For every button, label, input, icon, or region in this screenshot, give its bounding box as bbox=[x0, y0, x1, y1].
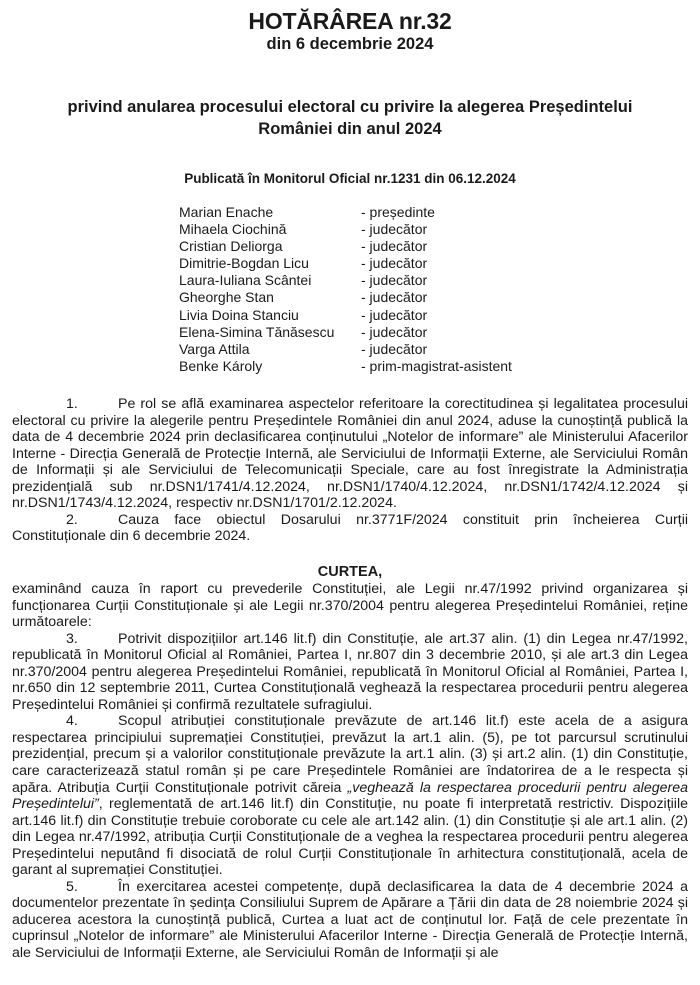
court-heading: CURTEA, bbox=[317, 564, 383, 580]
paragraph-text: În exercitarea acestei competențe, după declasificarea la data de 4 decembrie 2024 a documentelor prezentate în ședința Consiliului Suprem de Apărare a Țării din data de 28 noiembrie 2024 și aducerea acestora la cunoștință publică, Curtea a luat act de conținutul lor. Față de cele prezentate în cuprinsul „Notelor de informare” ale Ministerului Afacerilor Interne - Direcția Generală de Protecție Internă, ale Serviciului de Informații Externe, ale Serviciului Român de Informații și ale bbox=[12, 878, 688, 962]
member-role: - judecător bbox=[361, 306, 428, 323]
member-name: Mihaela Ciochină bbox=[179, 221, 287, 238]
panel-member bbox=[179, 307, 512, 324]
panel-member bbox=[179, 358, 512, 375]
panel-member bbox=[179, 341, 512, 358]
member-role: - prim-magistrat-asistent bbox=[361, 357, 512, 374]
paragraph-4 bbox=[12, 713, 688, 878]
court-section bbox=[12, 564, 688, 962]
member-name: Varga Attila bbox=[179, 340, 250, 357]
paragraph-2 bbox=[12, 512, 688, 545]
paragraph-number: 2. bbox=[66, 511, 78, 528]
paragraphs-1-2 bbox=[12, 396, 688, 545]
paragraph-3 bbox=[12, 631, 688, 714]
paragraph-number: 1. bbox=[66, 396, 78, 412]
paragraph-5 bbox=[12, 879, 688, 962]
paragraph-text-continued: , reglementată de art.146 lit.f) din Constituție, nu poate fi interpretată restrictiv. Dispozițiile art.146 lit.f) din Constituție trebuie coroborate cu cele ale art.142 alin. (1) din Constituție și ale art.1 alin. (2) din Legea nr.47/1992, atribuția Curții Constituționale de a veghea la respectarea procedurii pentru alegerea Președintelui neputând fi disociată de rolul Curții Constituționale în arhitectura constituțională, acela de garant al supremației Constituției. bbox=[12, 796, 688, 879]
decision-subject bbox=[12, 96, 688, 140]
paragraph-text: Scopul atribuției constituționale prevăzute de art.146 lit.f) este acela de a asigura respectarea principiului supremației Constituției, prevăzut la art.1 alin. (5), pe tot parcursul scrutinului prezidențial, precum și a valorilor constituționale prevăzute la art.1 alin. (3) și art.2 alin. (1) din Constituție, care caracterizează statul român și pe care Președintele României are îndatorirea de a le respecta și apăra. Atribuția Curții Constituționale potrivit căreia bbox=[12, 713, 688, 796]
member-role: - judecător bbox=[361, 255, 428, 272]
paragraph-number: 5. bbox=[66, 878, 78, 895]
decision-title: HOTĂRÂREA nr.32 bbox=[248, 8, 452, 34]
court-panel-list bbox=[179, 204, 512, 375]
member-role: - judecător bbox=[361, 323, 428, 340]
member-name: Dimitrie-Bogdan Licu bbox=[179, 255, 309, 272]
member-role: - judecător bbox=[361, 221, 428, 238]
member-role: - judecător bbox=[361, 238, 428, 255]
panel-member bbox=[179, 255, 512, 272]
member-role: - judecător bbox=[361, 340, 428, 357]
court-intro: examinând cauza în raport cu prevederile Constituției, ale Legii nr.47/1992 privind organizarea și funcționarea Curții Constituționale și ale Legii nr.370/2004 pentru alegerea Președintelui României, reține următoarele: bbox=[12, 581, 688, 631]
panel-member bbox=[179, 272, 512, 289]
paragraph-text: Potrivit dispozițiilor art.146 lit.f) din Constituție, ale art.37 alin. (1) din Legea nr.47/1992, republicată în Monitorul Oficial al României, Partea I, nr.807 din 3 decembrie 2010, și ale art.3 din Legea nr.370/2004 pentru alegerea Președintelui României, republicată în Monitorul Oficial al României, Partea I, nr.650 din 12 septembrie 2011, Curtea Constituțională veghează la respectarea procedurii pentru alegerea Președintelui României și confirmă rezultatele sufragiului. bbox=[12, 630, 688, 713]
panel-member bbox=[179, 324, 512, 341]
member-name: Marian Enache bbox=[179, 204, 274, 220]
member-name: Cristian Deliorga bbox=[179, 238, 283, 255]
panel-member bbox=[179, 204, 512, 221]
member-name: Gheorghe Stan bbox=[179, 289, 274, 306]
member-role: - președinte bbox=[361, 204, 435, 220]
italic-quote: „veghează la respectarea procedurii pentru alegerea Președintelui” bbox=[12, 779, 688, 813]
panel-member bbox=[179, 221, 512, 238]
panel-member bbox=[179, 289, 512, 306]
member-role: - judecător bbox=[361, 289, 428, 306]
subject-line-2: României din anul 2024 bbox=[258, 120, 442, 138]
member-name: Livia Doina Stanciu bbox=[179, 306, 299, 323]
decision-date: din 6 decembrie 2024 bbox=[266, 35, 434, 53]
panel-member bbox=[179, 238, 512, 255]
paragraph-number: 3. bbox=[66, 630, 78, 647]
subject-line-1: privind anularea procesului electoral cu privire la alegerea Președintelui bbox=[67, 98, 633, 116]
member-role: - judecător bbox=[361, 272, 428, 289]
paragraph-text: Cauza face obiectul Dosarului nr.3771F/2024 constituit prin încheierea Curții Constituționale din 6 decembrie 2024. bbox=[12, 511, 688, 545]
paragraph-text: Pe rol se află examinarea aspectelor referitoare la corectitudinea și legalitatea procesului electoral cu privire la alegerile pentru Președintele României din anul 2024, aduse la cunoștință publică la data de 4 decembrie 2024 prin declasificarea conținutului „Notelor de informare” ale Ministerului Afacerilor Interne - Direcția Generală de Protecție Internă, ale Serviciului de Informații Externe, ale Serviciului Român de Informații și ale Serviciului de Telecomunicații Speciale, care au fost înregistrate la Administrația prezidențială sub nr.DSN1/1741/4.12.2024, nr.DSN1/1740/4.12.2024, nr.DSN1/1742/4.12.2024 și nr.DSN1/1743/4.12.2024, respectiv nr.DSN1/1701/2.12.2024. bbox=[12, 396, 688, 512]
paragraph-1 bbox=[12, 396, 688, 512]
member-name: Laura-Iuliana Scântei bbox=[179, 272, 312, 289]
publication-note: Publicată în Monitorul Oficial nr.1231 din 06.12.2024 bbox=[184, 171, 516, 186]
member-name: Benke Károly bbox=[179, 357, 263, 374]
member-name: Elena-Simina Tănăsescu bbox=[179, 323, 335, 340]
paragraph-number: 4. bbox=[66, 713, 78, 730]
